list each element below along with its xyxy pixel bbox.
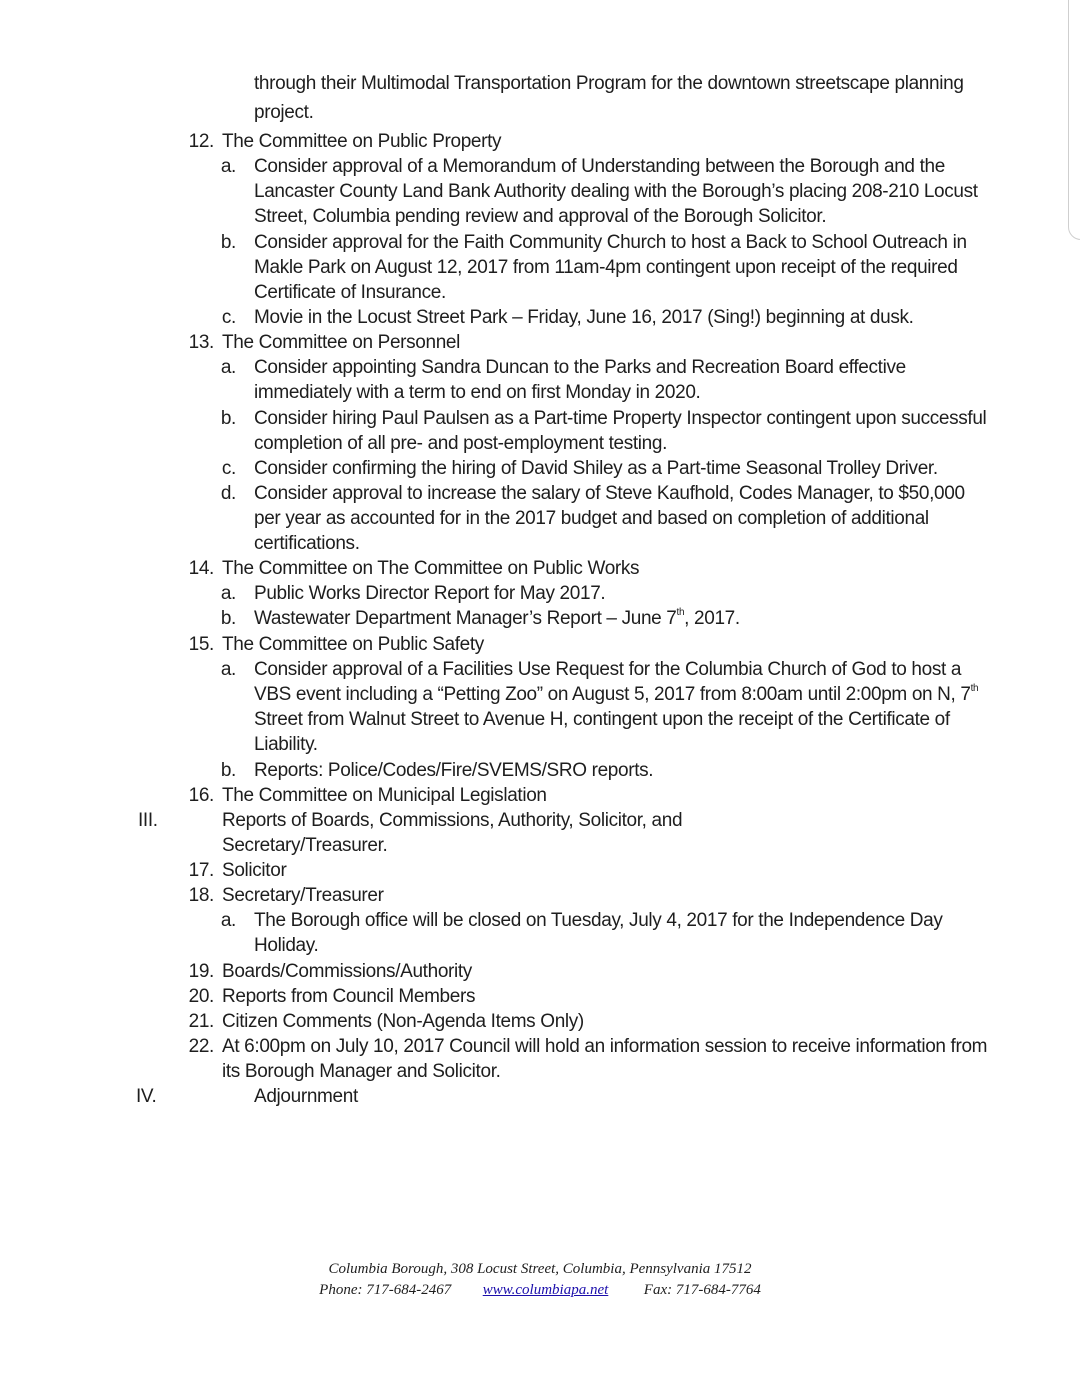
line-text-main: Solicitor xyxy=(222,860,287,881)
agenda-line xyxy=(0,280,1080,305)
agenda-line xyxy=(0,758,1080,783)
line-text-main: project. xyxy=(254,102,314,123)
line-text-main: The Committee on Municipal Legislation xyxy=(222,785,547,806)
list-marker: IV. xyxy=(136,1086,157,1107)
line-text-main: Consider approval of a Facilities Use Request for the Columbia Church of God to host a xyxy=(254,659,962,680)
list-marker: 14. xyxy=(188,558,214,579)
list-marker: 16. xyxy=(188,785,214,806)
agenda-line xyxy=(0,783,1080,808)
line-text xyxy=(254,100,314,125)
line-text xyxy=(254,606,740,631)
line-text xyxy=(222,883,384,908)
line-text xyxy=(254,506,929,531)
agenda-line xyxy=(0,833,1080,858)
line-text-main: The Committee on Public Safety xyxy=(222,634,484,655)
line-text xyxy=(254,255,958,280)
line-text xyxy=(222,783,547,808)
line-text xyxy=(254,355,906,380)
line-text-main: At 6:00pm on July 10, 2017 Council will hold an information session to receive information from xyxy=(222,1036,988,1057)
list-marker: b. xyxy=(220,408,236,429)
line-text-main: completion of all pre- and post-employment testing. xyxy=(254,433,668,454)
line-text xyxy=(254,682,978,707)
list-marker: a. xyxy=(220,583,236,604)
list-marker: d. xyxy=(220,483,236,504)
line-text xyxy=(254,581,605,606)
line-text-main: Citizen Comments (Non-Agenda Items Only) xyxy=(222,1011,584,1032)
line-text-main: Lancaster County Land Bank Authority dealing with the Borough’s placing 208-210 Locust xyxy=(254,181,978,202)
agenda-line xyxy=(0,355,1080,380)
list-marker: 17. xyxy=(188,860,214,881)
agenda-line xyxy=(0,1059,1080,1084)
agenda-line xyxy=(0,1009,1080,1034)
agenda-line xyxy=(0,657,1080,682)
line-text-main: The Committee on Public Property xyxy=(222,131,502,152)
line-text-main: Street, Columbia pending review and approval of the Borough Solicitor. xyxy=(254,206,827,227)
list-marker: a. xyxy=(220,910,236,931)
line-text-main: The Borough office will be closed on Tuesday, July 4, 2017 for the Independence Day xyxy=(254,910,943,931)
line-text xyxy=(222,1034,987,1059)
footer-address: Columbia Borough, 308 Locust Street, Columbia, Pennsylvania 17512 xyxy=(328,1261,752,1277)
agenda-line xyxy=(0,959,1080,984)
list-marker: 22. xyxy=(188,1036,214,1057)
line-text-main: Secretary/Treasurer xyxy=(222,885,384,906)
agenda-line xyxy=(0,908,1080,933)
line-text xyxy=(254,431,667,456)
list-marker: a. xyxy=(220,156,236,177)
line-text-main: Movie in the Locust Street Park – Friday, June 16, 2017 (Sing!) beginning at dusk. xyxy=(254,307,914,328)
line-text-main: per year as accounted for in the 2017 budget and based on completion of additional xyxy=(254,508,929,529)
agenda-line xyxy=(0,1084,1080,1109)
line-text-main: Holiday. xyxy=(254,935,319,956)
agenda-line xyxy=(0,100,1080,125)
footer-website-link[interactable]: www.columbiapa.net xyxy=(482,1282,609,1298)
line-text-main: its Borough Manager and Solicitor. xyxy=(222,1061,501,1082)
agenda-line xyxy=(0,556,1080,581)
agenda-line xyxy=(0,456,1080,481)
list-marker: 19. xyxy=(188,961,214,982)
agenda-line xyxy=(0,858,1080,883)
line-text-main: VBS event including a “Petting Zoo” on August 5, 2017 from 8:00am until 2:00pm on N, 7 xyxy=(254,684,971,705)
agenda-line xyxy=(0,179,1080,204)
line-text-main: Consider confirming the hiring of David Shiley as a Part-time Seasonal Trolley Driver. xyxy=(254,458,938,479)
line-text xyxy=(254,154,945,179)
line-text xyxy=(254,230,967,255)
line-text xyxy=(254,280,446,305)
ordinal-superscript: th xyxy=(676,606,685,618)
list-marker: c. xyxy=(221,307,236,328)
footer-fax: Fax: 717-684-7764 xyxy=(643,1282,761,1298)
line-text xyxy=(222,330,460,355)
line-text-main: The Committee on The Committee on Public Works xyxy=(222,558,640,579)
agenda-line xyxy=(0,682,1080,707)
agenda-line xyxy=(0,230,1080,255)
agenda-line xyxy=(0,984,1080,1009)
agenda-line xyxy=(0,71,1080,96)
line-text xyxy=(254,908,943,933)
line-text-main: Consider appointing Sandra Duncan to the Parks and Recreation Board effective xyxy=(254,357,906,378)
agenda-line xyxy=(0,883,1080,908)
list-marker: c. xyxy=(221,458,236,479)
agenda-line xyxy=(0,305,1080,330)
line-text-main: Reports: Police/Codes/Fire/SVEMS/SRO reports. xyxy=(254,760,654,781)
agenda-line xyxy=(0,330,1080,355)
ordinal-superscript: th xyxy=(970,682,979,694)
line-text xyxy=(222,984,475,1009)
agenda-line xyxy=(0,506,1080,531)
agenda-line xyxy=(0,431,1080,456)
agenda-line xyxy=(0,129,1080,154)
line-text-main: immediately with a term to end on first Monday in 2020. xyxy=(254,382,701,403)
list-marker: 21. xyxy=(188,1011,214,1032)
line-text xyxy=(254,707,950,732)
line-text xyxy=(254,758,653,783)
agenda-line xyxy=(0,606,1080,631)
line-text-main: Liability. xyxy=(254,734,318,755)
list-marker: b. xyxy=(220,608,236,629)
agenda-line xyxy=(0,154,1080,179)
line-text xyxy=(254,481,965,506)
line-text-main: Consider approval for the Faith Community Church to host a Back to School Outreach in xyxy=(254,232,967,253)
line-text xyxy=(222,1009,584,1034)
line-text xyxy=(254,933,318,958)
line-text xyxy=(254,71,964,96)
line-text-main: Consider approval to increase the salary of Steve Kaufhold, Codes Manager, to $50,000 xyxy=(254,483,965,504)
list-marker: b. xyxy=(220,232,236,253)
line-text-main: Street from Walnut Street to Avenue H, contingent upon the receipt of the Certificate of xyxy=(254,709,950,730)
line-text xyxy=(222,833,387,858)
line-text-main: certifications. xyxy=(254,533,360,554)
line-text xyxy=(254,732,318,757)
list-marker: 20. xyxy=(188,986,214,1007)
line-text-main: Consider approval of a Memorandum of Understanding between the Borough and the xyxy=(254,156,945,177)
line-text xyxy=(254,204,826,229)
line-text xyxy=(222,1059,501,1084)
agenda-line xyxy=(0,406,1080,431)
list-marker: 12. xyxy=(188,131,214,152)
line-text-main: Public Works Director Report for May 2017. xyxy=(254,583,606,604)
line-text xyxy=(254,1084,358,1109)
line-text-main: Makle Park on August 12, 2017 from 11am-4pm contingent upon receipt of the required xyxy=(254,257,958,278)
agenda-line xyxy=(0,380,1080,405)
line-text xyxy=(222,858,286,883)
line-text-main: Adjournment xyxy=(254,1086,358,1107)
line-text xyxy=(254,456,938,481)
footer-address-line xyxy=(0,1261,1080,1278)
line-text xyxy=(254,179,978,204)
list-marker: 13. xyxy=(188,332,214,353)
line-text xyxy=(254,380,700,405)
line-text-main: Secretary/Treasurer. xyxy=(222,835,388,856)
list-marker: 18. xyxy=(188,885,214,906)
agenda-line xyxy=(0,933,1080,958)
line-text xyxy=(254,531,360,556)
list-marker: a. xyxy=(220,659,236,680)
list-marker: b. xyxy=(220,760,236,781)
agenda-line xyxy=(0,808,1080,833)
list-marker: III. xyxy=(138,810,158,831)
line-text xyxy=(222,129,501,154)
scroll-edge[interactable] xyxy=(1068,0,1080,240)
line-text-main: Wastewater Department Manager’s Report – June 7 xyxy=(254,608,677,629)
line-text-main: Reports of Boards, Commissions, Authority, Solicitor, and xyxy=(222,810,683,831)
footer-phone: Phone: 717-684-2467 xyxy=(319,1282,452,1298)
agenda-line xyxy=(0,481,1080,506)
line-text xyxy=(254,406,986,431)
line-text xyxy=(222,632,484,657)
line-text xyxy=(254,657,961,682)
agenda-line xyxy=(0,1034,1080,1059)
agenda-line xyxy=(0,531,1080,556)
line-text-main: The Committee on Personnel xyxy=(222,332,461,353)
line-text-main: Reports from Council Members xyxy=(222,986,476,1007)
line-text-main: through their Multimodal Transportation Program for the downtown streetscape planning xyxy=(254,73,964,94)
line-text-after: , 2017. xyxy=(684,608,740,629)
line-text-main: Consider hiring Paul Paulsen as a Part-time Property Inspector contingent upon successful xyxy=(254,408,987,429)
line-text xyxy=(222,556,639,581)
agenda-line xyxy=(0,632,1080,657)
agenda-line xyxy=(0,255,1080,280)
agenda-line xyxy=(0,707,1080,732)
line-text-main: Certificate of Insurance. xyxy=(254,282,446,303)
agenda-line xyxy=(0,732,1080,757)
agenda-line xyxy=(0,581,1080,606)
line-text xyxy=(254,305,914,330)
line-text xyxy=(222,808,682,833)
list-marker: 15. xyxy=(188,634,214,655)
line-text xyxy=(222,959,472,984)
line-text-main: Boards/Commissions/Authority xyxy=(222,961,472,982)
footer-contact-line xyxy=(0,1282,1080,1299)
list-marker: a. xyxy=(220,357,236,378)
agenda-line xyxy=(0,204,1080,229)
